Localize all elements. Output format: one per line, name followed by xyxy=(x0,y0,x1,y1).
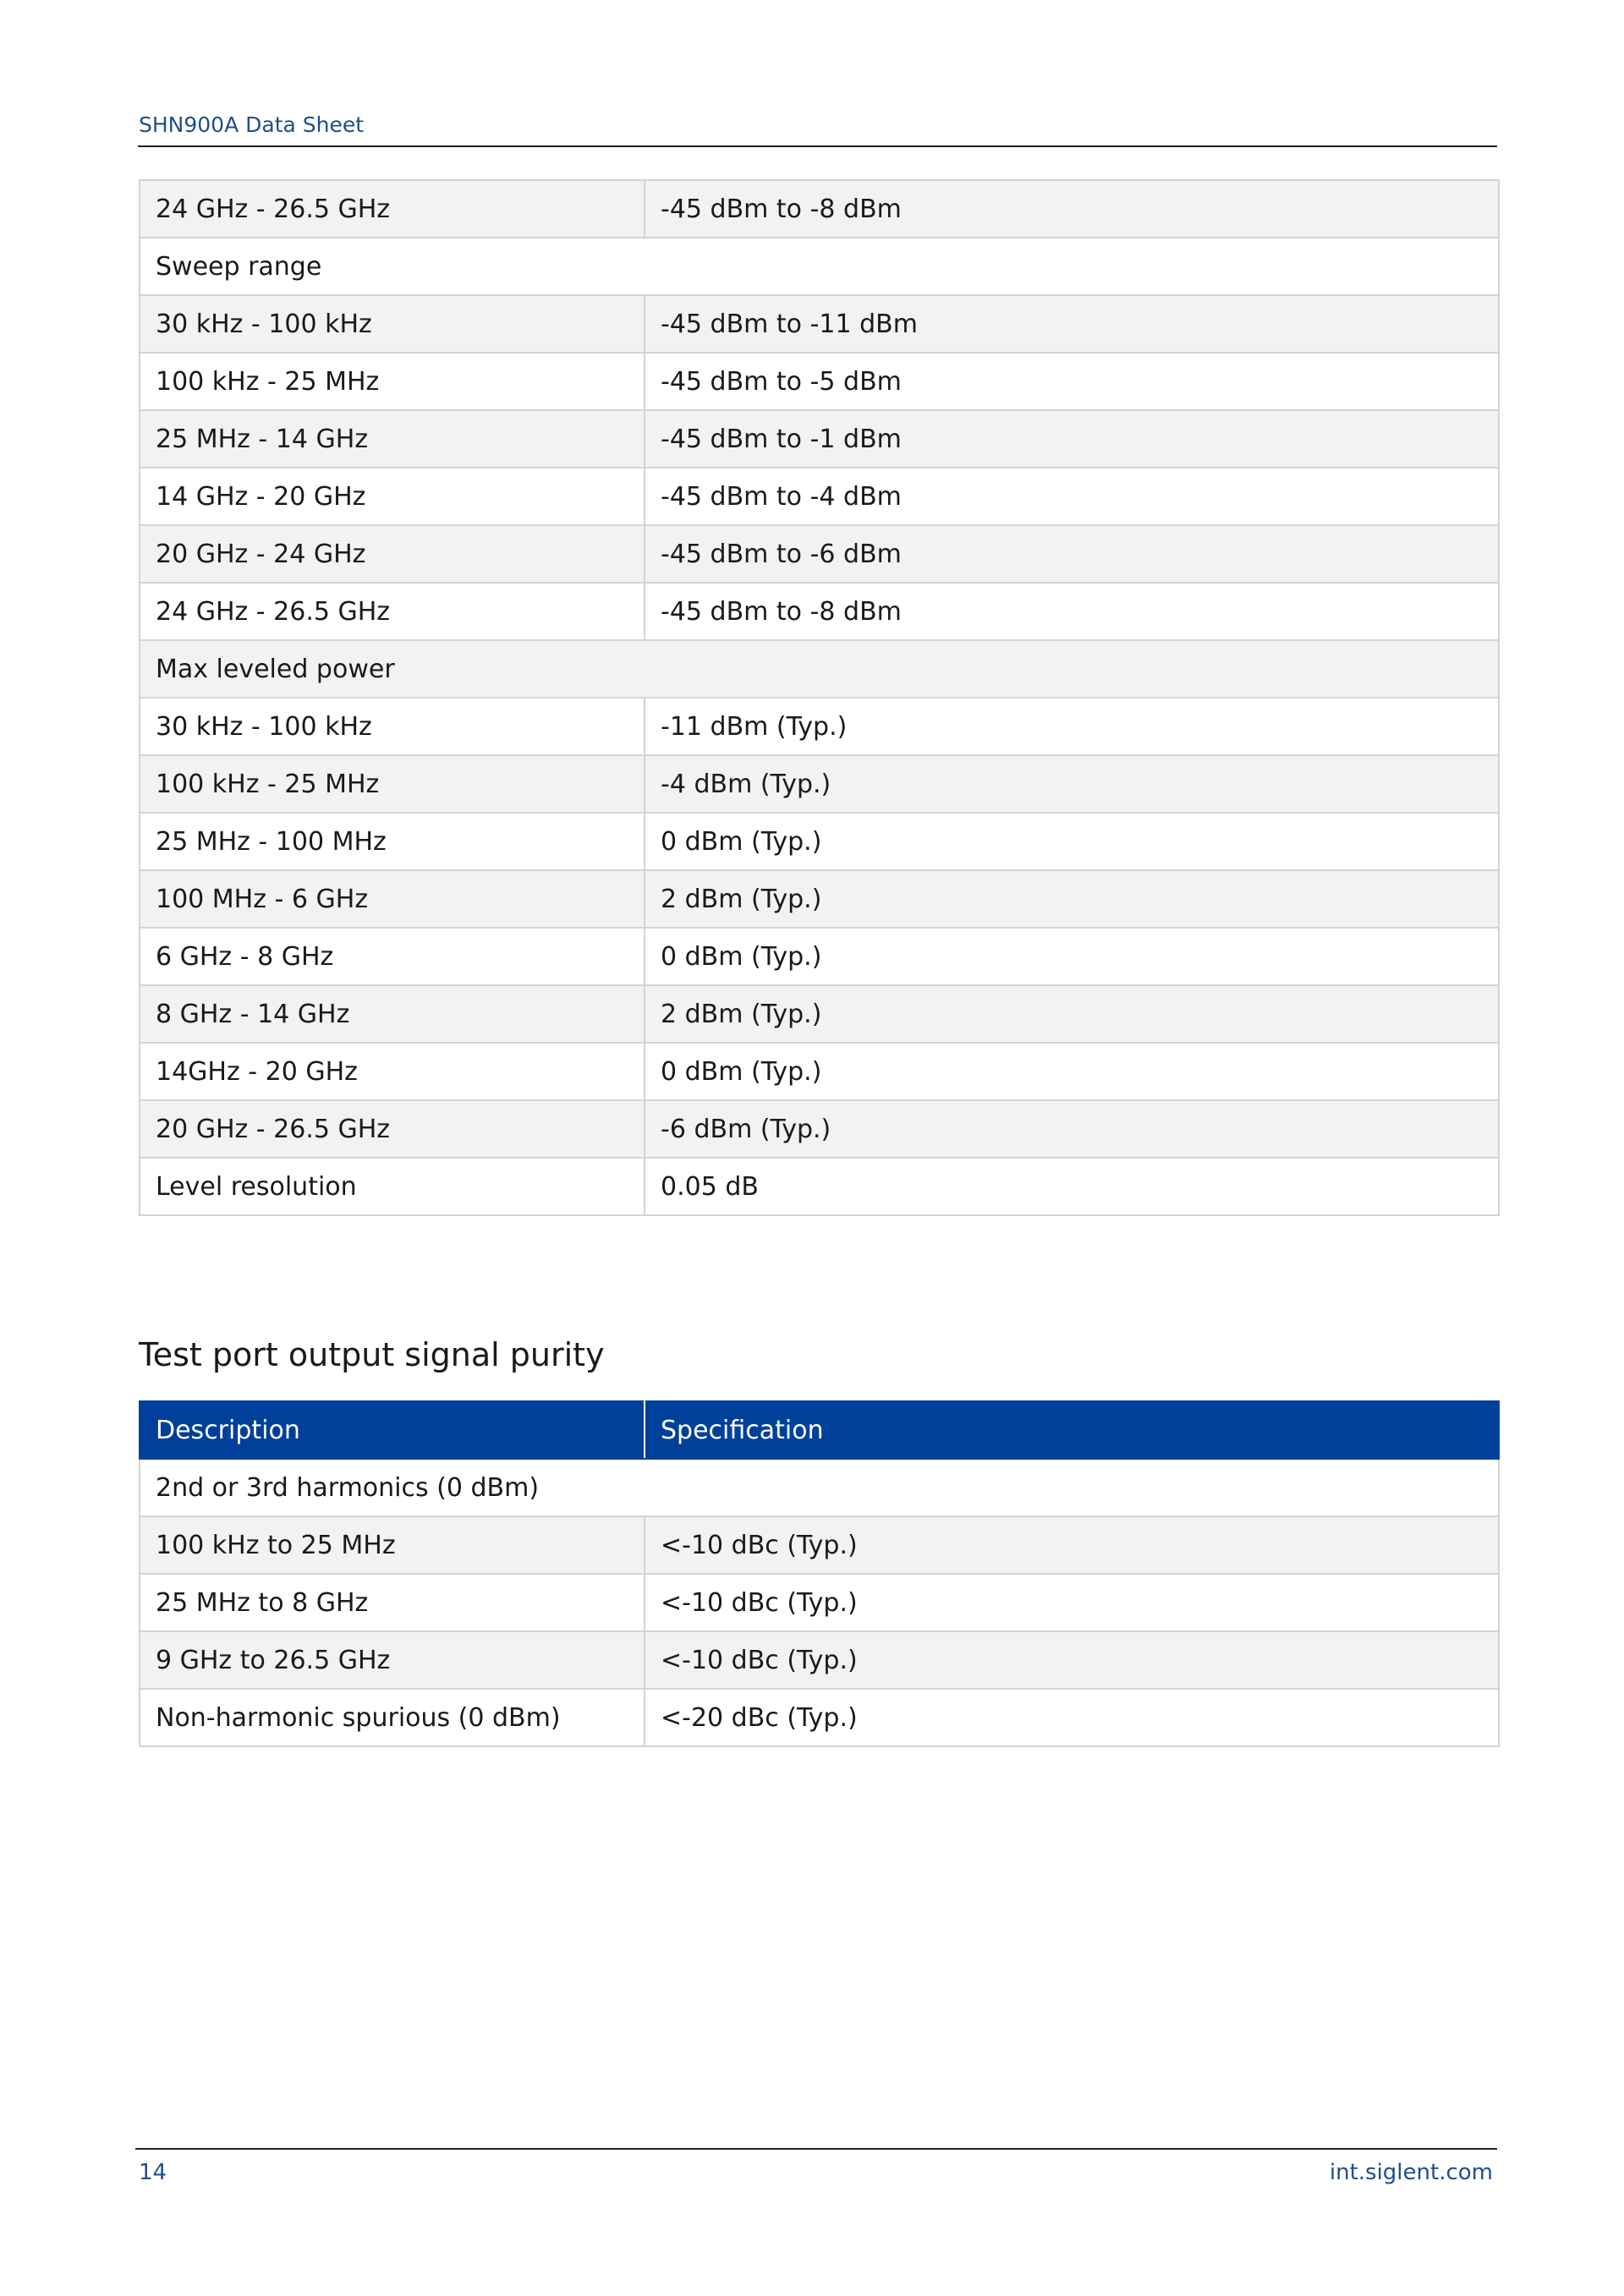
parameter-cell: 25 MHz to 8 GHz xyxy=(140,1574,645,1631)
value-cell: <-10 dBc (Typ.) xyxy=(645,1631,1499,1689)
value-cell: -45 dBm to -11 dBm xyxy=(645,295,1499,353)
parameter-cell: 9 GHz to 26.5 GHz xyxy=(140,1631,645,1689)
table-row xyxy=(140,468,1499,525)
value-cell: -45 dBm to -5 dBm xyxy=(645,353,1499,410)
parameter-cell: 24 GHz - 26.5 GHz xyxy=(140,583,645,640)
value-cell: -4 dBm (Typ.) xyxy=(645,755,1499,813)
spec-table-signal-purity xyxy=(139,1400,1500,1747)
table-row xyxy=(140,1516,1499,1574)
table-section-row xyxy=(140,1459,1499,1516)
column-header-specification: Specification xyxy=(645,1401,1499,1459)
table-row xyxy=(140,1158,1499,1215)
spec-table-body xyxy=(140,1459,1499,1746)
table-row xyxy=(140,1689,1499,1746)
table-section-row xyxy=(140,238,1499,295)
value-cell: -45 dBm to -8 dBm xyxy=(645,583,1499,640)
table-row xyxy=(140,1043,1499,1100)
table-row xyxy=(140,525,1499,583)
section-label: Max leveled power xyxy=(140,640,1499,698)
parameter-cell: 100 kHz - 25 MHz xyxy=(140,353,645,410)
value-cell: -6 dBm (Typ.) xyxy=(645,1100,1499,1158)
parameter-cell: 14 GHz - 20 GHz xyxy=(140,468,645,525)
parameter-cell: 100 kHz - 25 MHz xyxy=(140,755,645,813)
parameter-cell: 8 GHz - 14 GHz xyxy=(140,985,645,1043)
value-cell: <-20 dBc (Typ.) xyxy=(645,1689,1499,1746)
website-link: int.siglent.com xyxy=(1329,2160,1493,2185)
section-label: 2nd or 3rd harmonics (0 dBm) xyxy=(140,1459,1499,1516)
value-cell: 0.05 dB xyxy=(645,1158,1499,1215)
table-header-row xyxy=(140,1401,1499,1459)
column-header-description: Description xyxy=(140,1401,645,1459)
parameter-cell: Level resolution xyxy=(140,1158,645,1215)
parameter-cell: 25 MHz - 100 MHz xyxy=(140,813,645,870)
value-cell: <-10 dBc (Typ.) xyxy=(645,1574,1499,1631)
value-cell: -45 dBm to -8 dBm xyxy=(645,180,1499,238)
value-cell: -45 dBm to -4 dBm xyxy=(645,468,1499,525)
value-cell: 2 dBm (Typ.) xyxy=(645,870,1499,928)
table-row xyxy=(140,813,1499,870)
parameter-cell: 6 GHz - 8 GHz xyxy=(140,928,645,985)
table-row xyxy=(140,410,1499,468)
table-row xyxy=(140,180,1499,238)
parameter-cell: 24 GHz - 26.5 GHz xyxy=(140,180,645,238)
section-label: Sweep range xyxy=(140,238,1499,295)
table-row xyxy=(140,295,1499,353)
value-cell: 0 dBm (Typ.) xyxy=(645,928,1499,985)
value-cell: <-10 dBc (Typ.) xyxy=(645,1516,1499,1574)
parameter-cell: 14GHz - 20 GHz xyxy=(140,1043,645,1100)
value-cell: 2 dBm (Typ.) xyxy=(645,985,1499,1043)
parameter-cell: 20 GHz - 26.5 GHz xyxy=(140,1100,645,1158)
table-row xyxy=(140,1100,1499,1158)
parameter-cell: Non-harmonic spurious (0 dBm) xyxy=(140,1689,645,1746)
value-cell: -11 dBm (Typ.) xyxy=(645,698,1499,755)
document-header-title: SHN900A Data Sheet xyxy=(139,112,365,137)
table-section-row xyxy=(140,640,1499,698)
value-cell: 0 dBm (Typ.) xyxy=(645,813,1499,870)
spec-table-body xyxy=(140,180,1499,1215)
parameter-cell: 100 MHz - 6 GHz xyxy=(140,870,645,928)
section-title: Test port output signal purity xyxy=(139,1336,605,1373)
page-number: 14 xyxy=(139,2160,167,2185)
parameter-cell: 30 kHz - 100 kHz xyxy=(140,698,645,755)
table-row xyxy=(140,583,1499,640)
header-divider xyxy=(138,145,1497,147)
table-row xyxy=(140,1631,1499,1689)
table-row xyxy=(140,698,1499,755)
parameter-cell: 25 MHz - 14 GHz xyxy=(140,410,645,468)
table-row xyxy=(140,985,1499,1043)
value-cell: -45 dBm to -6 dBm xyxy=(645,525,1499,583)
table-row xyxy=(140,755,1499,813)
parameter-cell: 30 kHz - 100 kHz xyxy=(140,295,645,353)
table-row xyxy=(140,1574,1499,1631)
value-cell: -45 dBm to -1 dBm xyxy=(645,410,1499,468)
parameter-cell: 100 kHz to 25 MHz xyxy=(140,1516,645,1574)
table-row xyxy=(140,928,1499,985)
spec-table-output-power xyxy=(139,179,1500,1216)
table-row xyxy=(140,870,1499,928)
parameter-cell: 20 GHz - 24 GHz xyxy=(140,525,645,583)
footer-divider xyxy=(135,2148,1497,2150)
value-cell: 0 dBm (Typ.) xyxy=(645,1043,1499,1100)
table-row xyxy=(140,353,1499,410)
